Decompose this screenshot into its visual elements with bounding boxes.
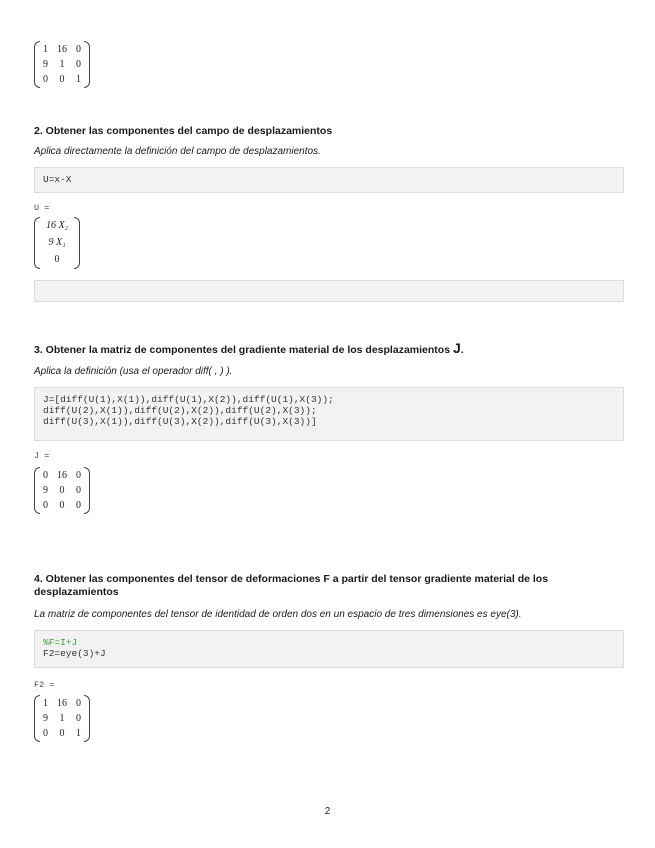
matrix-cell: 1 bbox=[59, 59, 65, 70]
matrix-cell: 0 bbox=[76, 500, 81, 511]
vector-cell: 0 bbox=[54, 254, 60, 265]
matrix-cell: 0 bbox=[43, 74, 48, 85]
matrix-j-grid bbox=[40, 467, 84, 514]
section-4-title bbox=[34, 573, 624, 599]
title-symbol-j: J bbox=[452, 340, 461, 356]
matrix-cell: 9 bbox=[43, 713, 48, 724]
matrix-top bbox=[34, 41, 90, 88]
matrix-cell: 16 bbox=[57, 470, 67, 481]
output-label-u: U = bbox=[34, 203, 50, 213]
title-end: . bbox=[460, 344, 464, 356]
matrix-cell: 0 bbox=[59, 74, 65, 85]
matrix-cell: 0 bbox=[43, 470, 48, 481]
matrix-cell: 0 bbox=[43, 500, 48, 511]
matrix-cell: 1 bbox=[76, 728, 81, 739]
matrix-f2-grid bbox=[40, 695, 84, 742]
vector-u bbox=[34, 217, 80, 269]
page-number: 2 bbox=[324, 806, 331, 817]
section-4-title-line2: desplazamientos bbox=[34, 586, 119, 598]
matrix-cell: 16 bbox=[57, 44, 67, 55]
matrix-top-grid bbox=[40, 41, 84, 88]
right-paren bbox=[84, 41, 90, 88]
matrix-cell: 9 bbox=[43, 485, 48, 496]
matrix-cell: 0 bbox=[76, 698, 81, 709]
matrix-cell: 0 bbox=[76, 44, 81, 55]
section-3-title bbox=[34, 342, 464, 357]
code-comment: %F=I+J bbox=[43, 637, 78, 648]
matrix-j bbox=[34, 467, 90, 514]
matrix-cell: 16 bbox=[57, 698, 67, 709]
matrix-cell: 0 bbox=[59, 728, 65, 739]
output-label-j: J = bbox=[34, 451, 50, 461]
vector-cell: 16 X₂ bbox=[46, 220, 69, 231]
code-cell-4[interactable] bbox=[34, 630, 624, 668]
right-paren bbox=[74, 217, 80, 269]
code-line: U=x-X bbox=[43, 174, 72, 185]
matrix-cell: 0 bbox=[76, 470, 81, 481]
code-line: diff(U(2),X(1)),diff(U(2),X(2)),diff(U(2),X(3)); bbox=[43, 405, 317, 416]
section-3-description: Aplica la definición (usa el operador diff( , ) ). bbox=[34, 366, 233, 377]
matrix-cell: 1 bbox=[43, 698, 48, 709]
matrix-cell: 1 bbox=[76, 74, 81, 85]
code-line: F2=eye(3)+J bbox=[43, 648, 106, 659]
code-cell-3[interactable] bbox=[34, 387, 624, 441]
matrix-cell: 9 bbox=[43, 59, 48, 70]
code-line: diff(U(3),X(1)),diff(U(3),X(2)),diff(U(3),X(3))] bbox=[43, 416, 317, 427]
section-4-description: La matriz de componentes del tensor de identidad de orden dos en un espacio de tres dimensiones es eye(3). bbox=[34, 609, 522, 620]
right-paren bbox=[84, 695, 90, 742]
empty-code-cell[interactable] bbox=[34, 280, 624, 302]
section-2-title: 2. Obtener las componentes del campo de desplazamientos bbox=[34, 125, 333, 137]
output-label-f2: F2 = bbox=[34, 680, 55, 690]
matrix-cell: 0 bbox=[43, 728, 48, 739]
matrix-cell: 0 bbox=[76, 485, 81, 496]
code-line: J=[diff(U(1),X(1)),diff(U(1),X(2)),diff(U(1),X(3)); bbox=[43, 394, 334, 405]
matrix-cell: 0 bbox=[76, 713, 81, 724]
section-4-title-line1: 4. Obtener las componentes del tensor de deformaciones F a partir del tensor gradiente material de los bbox=[34, 573, 549, 585]
section-2-description: Aplica directamente la definición del campo de desplazamientos. bbox=[34, 146, 321, 157]
matrix-cell: 0 bbox=[59, 500, 65, 511]
matrix-cell: 0 bbox=[59, 485, 65, 496]
code-cell-2[interactable] bbox=[34, 167, 624, 193]
right-paren bbox=[84, 467, 90, 514]
matrix-cell: 0 bbox=[76, 59, 81, 70]
matrix-cell: 1 bbox=[59, 713, 65, 724]
vector-u-grid bbox=[40, 217, 74, 269]
matrix-f2 bbox=[34, 695, 90, 742]
matrix-cell: 1 bbox=[43, 44, 48, 55]
section-3-title-text: 3. Obtener la matriz de componentes del gradiente material de los desplazamientos bbox=[34, 344, 451, 356]
vector-cell: 9 X₁ bbox=[48, 237, 66, 248]
